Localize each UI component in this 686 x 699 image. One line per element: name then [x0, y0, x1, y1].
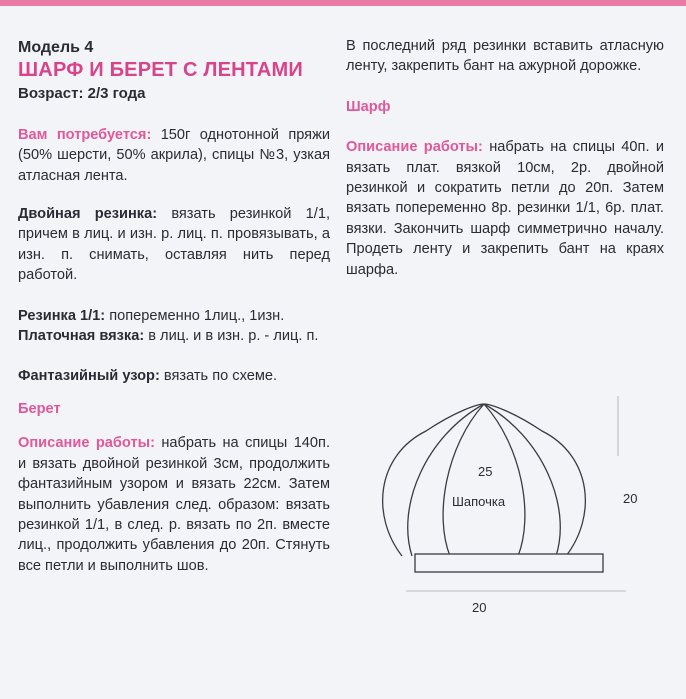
beret-paragraph — [18, 433, 330, 576]
scarf-paragraph — [346, 137, 664, 280]
materials-text: 150г однотонной пряжи (50% шерсти, 50% акрила), спицы №3, узкая атласная лента. — [18, 126, 330, 184]
beret-segment-right-outer — [484, 404, 560, 556]
beret-segment-left-inner — [443, 404, 484, 556]
beret-heading: Берет — [18, 400, 61, 417]
right-column — [346, 36, 664, 280]
left-column — [18, 36, 330, 576]
top-color-bar — [0, 0, 686, 6]
garter-label: Платочная вязка: — [18, 328, 145, 345]
garter-text: в лиц. и в изн. р. - лиц. п. — [144, 328, 319, 345]
materials-paragraph — [18, 125, 330, 186]
scarf-label: Описание работы: — [346, 139, 483, 156]
diagram-label-right: 20 — [623, 491, 638, 506]
garter-paragraph — [18, 326, 330, 346]
double-rib-label: Двойная резинка: — [18, 206, 158, 223]
double-rib-text: вязать резинкой 1/1, причем в лиц. и изн. р. лиц. п. провязывать, а изн. п. снимать, оставляя нить перед работой. — [18, 206, 331, 284]
double-rib-paragraph — [18, 204, 330, 286]
diagram-label-bottom: 20 — [472, 600, 487, 615]
model-number: Модель 4 — [18, 39, 94, 56]
beret-band — [415, 554, 603, 572]
fancy-text: вязать по схеме. — [159, 368, 278, 385]
diagram-label-top: 25 — [478, 464, 493, 479]
age-info: Возраст: 2/3 года — [18, 85, 146, 103]
beret-diagram — [366, 396, 666, 626]
beret-outline — [383, 404, 586, 556]
beret-text: набрать на спицы 140п. и вязать двойной резинкой 3см, продолжить фантазийным узором и вязать 22см. Затем выполнить убавления след. образом: вязать резинкой 1/1, в след. р. вязать по 2п. вместе лиц., продолжить убавления до 20п. Стянуть все петли и выполнить шов. — [18, 435, 330, 574]
diagram-label-center: Шапочка — [452, 494, 506, 509]
rib-text: попеременно 1лиц., 1изн. — [105, 307, 285, 324]
scarf-text: набрать на спицы 40п. и вязать плат. вязкой 10см, 2р. двойной резинкой и сократить петли до 20п. Затем вязать попеременно 8р. резинки 1/1, 6р. плат. вязки. Закончить шарф симметрично началу. Продеть ленту и закрепить бант на краях шарфа. — [346, 139, 664, 278]
page-title: ШАРФ И БЕРЕТ С ЛЕНТАМИ — [18, 59, 303, 82]
beret-label: Описание работы: — [18, 435, 155, 452]
scarf-heading: Шарф — [346, 98, 391, 115]
materials-label: Вам потребуется: — [18, 126, 152, 143]
rib-label: Резинка 1/1: — [18, 307, 106, 324]
beret-segment-right-inner — [484, 404, 525, 556]
fancy-paragraph — [18, 366, 330, 386]
fancy-label: Фантазийный узор: — [18, 368, 160, 385]
ribbon-note: В последний ряд резинки вставить атласную ленту, закрепить бант на ажурной дорожке. — [346, 38, 664, 75]
beret-segment-left-outer — [408, 404, 484, 556]
rib-paragraph — [18, 306, 330, 326]
